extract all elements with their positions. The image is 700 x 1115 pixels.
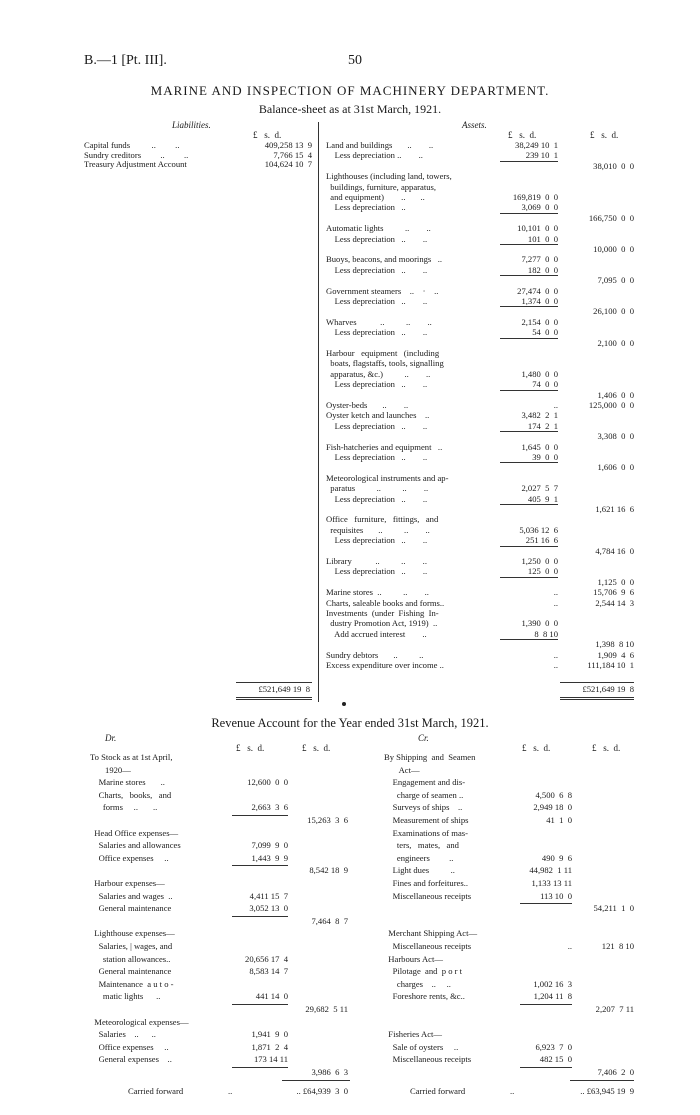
assets-total: £521,649 19 8 <box>582 684 634 694</box>
asset-amount: 10,101 0 0 <box>517 223 558 234</box>
asset-subtotal-rule <box>500 213 558 214</box>
asset-amount: 5,036 12 6 <box>519 524 558 535</box>
debit-item-amount: 8,583 14 7 <box>249 966 288 977</box>
asset-amount: 54 0 0 <box>532 327 558 338</box>
credit-subtotal: 121 8 10 <box>601 941 634 951</box>
asset-label: Oyster-beds .. .. <box>326 400 409 410</box>
asset-total: 3,308 0 0 <box>597 431 634 442</box>
asset-amount: 39 0 0 <box>532 452 558 462</box>
debit-item-label: Salaries and allowances <box>90 840 181 851</box>
liability-amount: 7,766 15 4 <box>273 149 312 160</box>
liability-label: Capital funds .. .. <box>84 140 180 150</box>
asset-label: boats, flagstaffs, tools, signalling <box>326 358 444 369</box>
asset-label: Marine stores .. .. .. <box>326 587 429 598</box>
asset-label: Less depreciation .. .. <box>326 327 428 338</box>
asset-subtotal-rule <box>500 161 558 162</box>
credit-item-label: By Shipping and Seamen <box>384 752 476 762</box>
credit-item-amount: 2,949 18 0 <box>533 802 572 813</box>
liability-amount: 104,624 10 7 <box>264 159 312 170</box>
credit-item-amount: 1,204 11 8 <box>533 991 572 1002</box>
bullet-mark <box>342 702 346 706</box>
asset-label: Less depreciation .. .. <box>326 420 428 431</box>
asset-subtotal-rule <box>500 639 558 640</box>
credit-item-amount: 1,133 13 11 <box>531 878 572 888</box>
credit-item-label: Merchant Shipping Act— <box>384 928 478 939</box>
asset-subtotal-rule <box>500 338 558 339</box>
asset-label: Oyster ketch and launches .. <box>326 410 430 421</box>
credit-item-label: Foreshore rents, &c.. <box>384 991 465 1002</box>
asset-label: and equipment) .. .. <box>326 192 425 202</box>
credit-item-label: Fisheries Act— <box>384 1029 443 1040</box>
asset-subtotal-rule <box>500 577 558 578</box>
debit-carried-forward-dots: .. <box>228 1086 233 1096</box>
credit-item-label: Light dues .. <box>384 865 455 876</box>
credit-item-amount: 41 1 0 <box>546 815 572 825</box>
debit-item-amount: 1,443 9 9 <box>251 852 288 863</box>
credit-item-label: Act— <box>384 764 420 775</box>
asset-subtotal-rule <box>500 431 558 432</box>
credit-item-amount: 490 9 6 <box>541 852 572 863</box>
credit-item-amount: 4,500 6 8 <box>535 789 572 800</box>
asset-label: Less depreciation .. .. <box>326 296 428 306</box>
asset-label: Less depreciation .. .. <box>326 379 428 390</box>
debit-item-amount: 1,941 9 0 <box>251 1029 288 1040</box>
asset-amount: 125 0 0 <box>527 566 558 577</box>
credit-item-label: engineers .. <box>384 852 454 863</box>
debit-label: Dr. <box>105 733 117 743</box>
credit-currency-header-1: £ s. d. <box>522 743 551 753</box>
asset-amount: 27,474 0 0 <box>517 285 558 296</box>
asset-total: 1,909 4 6 <box>597 649 634 660</box>
asset-label: Less depreciation .. .. <box>326 233 428 244</box>
asset-total: 166,750 0 0 <box>588 212 634 223</box>
asset-total: 2,544 14 3 <box>595 597 634 608</box>
credit-subtotal: 2,207 7 11 <box>595 1004 634 1014</box>
asset-amount: 239 10 1 <box>525 150 558 161</box>
asset-label: Land and buildings .. .. <box>326 140 434 150</box>
debit-item-label: General expenses .. <box>90 1054 172 1065</box>
asset-label: buildings, furniture, apparatus, <box>326 181 437 192</box>
debit-item-label: Salaries .. .. <box>90 1029 156 1040</box>
asset-label: paratus .. .. .. <box>326 483 429 494</box>
credit-item-label: Sale of oysters .. <box>384 1041 459 1052</box>
credit-item-label: ters, mates, and <box>384 840 459 851</box>
asset-label: Less depreciation .. .. <box>326 535 428 546</box>
debit-item-label: Marine stores .. <box>90 777 165 788</box>
asset-amount: 2,027 5 7 <box>521 483 558 494</box>
credit-item-label: Measurement of ships <box>384 815 469 825</box>
credit-item-label: Miscellaneous receipts <box>384 941 472 951</box>
center-divider <box>318 122 319 702</box>
asset-label: Excess expenditure over income .. <box>326 660 444 670</box>
credit-item-label: Miscellaneous receipts <box>384 1054 472 1065</box>
credit-subtotal: 54,211 1 0 <box>593 903 634 914</box>
debit-item-amount: 2,663 3 6 <box>251 802 288 813</box>
credit-item-amount: 1,002 16 3 <box>533 978 572 989</box>
asset-amount: 101 0 0 <box>527 233 558 244</box>
debit-item-label: Lighthouse expenses— <box>90 928 175 939</box>
credit-item-label: Harbours Act— <box>384 953 443 964</box>
asset-total: 7,095 0 0 <box>597 275 634 286</box>
liability-label: Sundry creditors .. .. <box>84 149 189 160</box>
asset-total: 2,100 0 0 <box>597 337 634 348</box>
asset-label: Government steamers .. · .. <box>326 285 439 296</box>
asset-amount: 74 0 0 <box>532 379 558 390</box>
asset-label: Less depreciation .. <box>326 202 406 213</box>
debit-item-label: matic lights .. <box>90 991 161 1002</box>
asset-total: 1,125 0 0 <box>597 576 634 587</box>
credit-item-amount: 482 15 0 <box>539 1054 572 1065</box>
page-reference: B.—1 [Pt. III]. <box>84 53 167 68</box>
asset-amount: 3,069 0 0 <box>521 202 558 213</box>
asset-label: Buoys, beacons, and moorings .. <box>326 254 443 265</box>
asset-subtotal-rule <box>500 462 558 463</box>
debit-subtotal: 8,542 18 9 <box>309 865 348 876</box>
asset-amount: 1,390 0 0 <box>521 618 558 629</box>
debit-subtotal: 15,263 3 6 <box>307 815 348 825</box>
debit-item-label: station allowances.. <box>90 953 171 964</box>
debit-item-amount: 20,656 17 4 <box>245 953 288 964</box>
asset-label: Add accrued interest .. <box>326 628 427 639</box>
debit-item-label: Salaries, | wages, and <box>90 941 173 951</box>
asset-total: 26,100 0 0 <box>593 306 634 317</box>
liability-amount: 409,258 13 9 <box>264 140 312 150</box>
asset-total: 1,621 16 6 <box>595 504 634 514</box>
debit-item-amount: 12,600 0 0 <box>247 777 288 788</box>
asset-label: Office furniture, fittings, and <box>326 514 439 525</box>
debit-subtotal: 29,682 5 11 <box>305 1004 348 1014</box>
credit-item-label: Fines and forfeitures.. <box>384 878 469 888</box>
asset-amount: 251 16 6 <box>525 535 558 546</box>
asset-label: dustry Promotion Act, 1919) .. <box>326 618 438 629</box>
department-title: MARINE AND INSPECTION OF MACHINERY DEPARTMENT. <box>150 83 550 98</box>
asset-amount: 7,277 0 0 <box>521 254 558 265</box>
debit-carried-forward-amount: .. £64,939 3 0 <box>296 1086 348 1096</box>
credit-item-label: Engagement and dis- <box>384 777 466 788</box>
debit-currency-header-2: £ s. d. <box>302 743 331 753</box>
asset-subtotal-rule <box>500 504 558 505</box>
asset-amount: 8 8 10 <box>534 628 558 639</box>
debit-item-amount: 3,052 13 0 <box>249 903 288 914</box>
asset-amount: .. <box>553 660 558 670</box>
debit-item-amount: 441 14 0 <box>255 991 288 1002</box>
debit-item-label: Salaries and wages .. <box>90 890 173 901</box>
debit-final-rule <box>282 1080 350 1081</box>
credit-item-amount: 44,982 1 11 <box>529 865 572 876</box>
debit-item-label: Charts, books, and <box>90 789 172 800</box>
assets-total-double-rule <box>560 697 634 700</box>
credit-final-rule <box>570 1080 634 1081</box>
balance-sheet-title: Balance-sheet as at 31st March, 1921. <box>258 102 442 116</box>
asset-amount: .. <box>553 400 558 410</box>
asset-label: Sundry debtors .. .. <box>326 649 424 660</box>
debit-item-amount: 4,411 15 7 <box>249 890 288 901</box>
credit-item-amount: 113 10 0 <box>540 890 572 901</box>
asset-amount: 3,482 2 1 <box>521 410 558 421</box>
asset-amount: 169,819 0 0 <box>512 192 558 202</box>
assets-currency-header-2: £ s. d. <box>590 130 619 140</box>
asset-amount: 182 0 0 <box>527 264 558 275</box>
asset-amount: 1,480 0 0 <box>521 368 558 379</box>
liabilities-total-double-rule <box>236 697 312 700</box>
credit-item-label: Pilotage and p o r t <box>384 966 463 977</box>
asset-total: 1,406 0 0 <box>597 389 634 400</box>
asset-subtotal-rule <box>500 275 558 276</box>
debit-item-label: General maintenance <box>90 903 172 914</box>
asset-total: 1,398 8 10 <box>595 639 634 650</box>
asset-total: 4,784 16 0 <box>595 545 634 556</box>
debit-item-label: To Stock as at 1st April, <box>90 752 173 762</box>
debit-item-label: Maintenance a u t o - <box>90 978 174 989</box>
credit-carried-forward-amount: .. £63,945 19 9 <box>580 1086 634 1096</box>
debit-subtotal: 3,986 6 3 <box>311 1067 348 1077</box>
credit-item-label: Examinations of mas- <box>384 827 469 838</box>
asset-label: Meteorological instruments and ap- <box>326 472 449 483</box>
asset-label: apparatus, &c.) .. .. <box>326 368 431 379</box>
asset-label: Less depreciation .. .. <box>326 452 428 462</box>
asset-amount: 1,374 0 0 <box>521 296 558 306</box>
assets-currency-header-1: £ s. d. <box>508 130 537 140</box>
debit-item-amount: 1,871 2 4 <box>251 1041 288 1052</box>
debit-item-label: 1920— <box>90 764 131 775</box>
asset-amount: 38,249 10 1 <box>515 140 558 150</box>
debit-item-amount: 173 14 11 <box>253 1054 288 1065</box>
assets-total-rule <box>560 682 634 683</box>
debit-item-label: Office expenses .. <box>90 1041 169 1052</box>
credit-carried-forward-label: Carried forward <box>410 1086 466 1096</box>
credit-item-label: charge of seamen .. <box>384 789 464 800</box>
asset-label: Fish-hatcheries and equipment .. <box>326 441 443 452</box>
page-number: 50 <box>348 53 362 68</box>
credit-carried-forward-dots: .. <box>510 1086 515 1096</box>
liability-label: Treasury Adjustment Account <box>84 159 187 170</box>
asset-amount: .. <box>553 587 558 598</box>
asset-amount: 2,154 0 0 <box>521 316 558 327</box>
asset-label: Charts, saleable books and forms.. <box>326 597 445 608</box>
asset-label: Lighthouses (including land, towers, <box>326 171 452 182</box>
credit-item-label: Miscellaneous receipts <box>384 890 472 901</box>
asset-label: Harbour equipment (including <box>326 348 440 358</box>
debit-currency-header-1: £ s. d. <box>236 743 265 753</box>
debit-item-label: Office expenses .. <box>90 852 169 863</box>
credit-item-label: Surveys of ships .. <box>384 802 463 813</box>
asset-subtotal-rule <box>500 390 558 391</box>
asset-amount: 174 2 1 <box>527 420 558 431</box>
asset-label: Less depreciation .. .. <box>326 150 423 161</box>
asset-amount: 1,645 0 0 <box>521 441 558 452</box>
credit-item-amount: .. <box>567 941 572 951</box>
asset-total: 111,184 10 1 <box>587 660 634 670</box>
debit-item-label: Meteorological expenses— <box>90 1016 189 1027</box>
debit-item-label: General maintenance <box>90 966 172 977</box>
asset-total: 38,010 0 0 <box>593 160 634 171</box>
debit-carried-forward-label: Carried forward <box>128 1086 184 1096</box>
asset-label: Automatic lights .. .. <box>326 223 431 234</box>
asset-total: 1,606 0 0 <box>597 462 634 473</box>
credit-item-amount: 6,923 7 0 <box>535 1041 572 1052</box>
liabilities-total-rule <box>236 682 312 683</box>
debit-item-label: Harbour expenses— <box>90 878 165 888</box>
asset-label: Library .. .. .. <box>326 556 427 566</box>
asset-total: 125,000 0 0 <box>588 400 634 410</box>
asset-label: Wharves .. .. .. <box>326 316 432 327</box>
asset-amount: .. <box>553 597 558 608</box>
asset-total: 10,000 0 0 <box>593 244 634 254</box>
asset-total: 15,706 9 6 <box>593 587 634 598</box>
liabilities-currency-header: £ s. d. <box>253 130 282 140</box>
asset-label: Investments (under Fishing In- <box>326 608 439 618</box>
asset-label: Less depreciation .. .. <box>326 493 428 504</box>
debit-item-label: Head Office expenses— <box>90 827 179 838</box>
credit-item-label: charges .. .. <box>384 978 451 989</box>
revenue-account-title: Revenue Account for the Year ended 31st March, 1921. <box>211 716 489 730</box>
asset-amount: .. <box>553 649 558 660</box>
asset-subtotal-rule <box>500 306 558 307</box>
debit-subtotal: 7,464 8 7 <box>311 915 348 926</box>
debit-item-label: forms .. .. <box>90 802 158 813</box>
debit-item-amount: 7,099 9 0 <box>251 840 288 851</box>
credit-label: Cr. <box>418 733 429 743</box>
liabilities-total: £521,649 19 8 <box>258 684 310 694</box>
liabilities-label: Liabilities. <box>172 120 211 130</box>
credit-subtotal: 7,406 2 0 <box>597 1067 634 1077</box>
asset-amount: 405 9 1 <box>527 493 558 504</box>
asset-label: requisites .. .. .. <box>326 524 430 535</box>
assets-label: Assets. <box>462 120 487 130</box>
asset-label: Less depreciation .. .. <box>326 264 428 275</box>
asset-label: Less depreciation .. .. <box>326 566 428 577</box>
asset-subtotal-rule <box>500 244 558 245</box>
asset-subtotal-rule <box>500 546 558 547</box>
asset-amount: 1,250 0 0 <box>521 556 558 566</box>
credit-currency-header-2: £ s. d. <box>592 743 621 753</box>
